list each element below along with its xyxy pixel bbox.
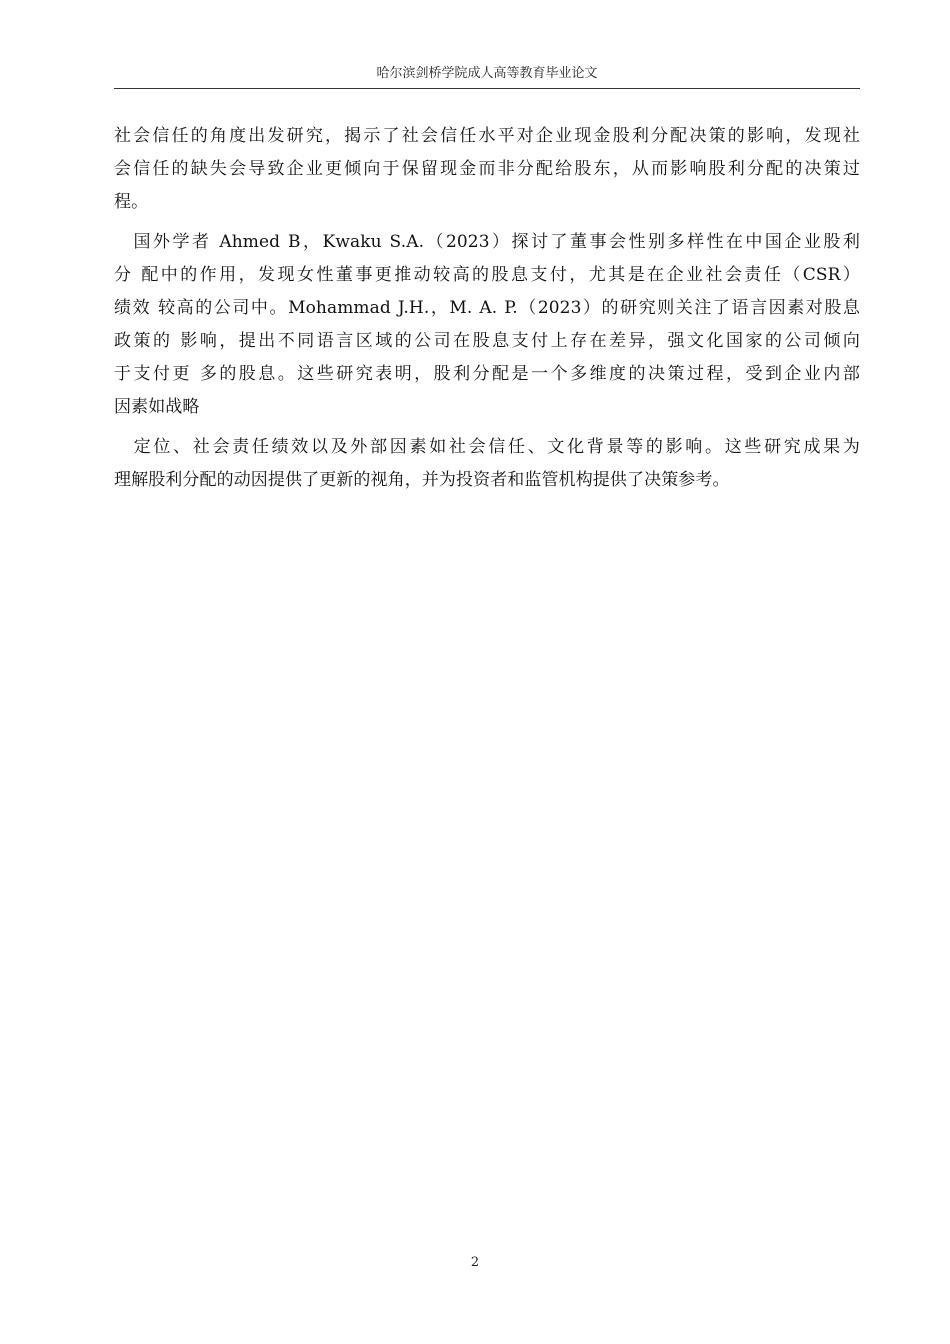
paragraph-line: 于支付更 多的股息。这些研究表明，股利分配是一个多维度的决策过程，受到企业内部 (114, 364, 860, 384)
paragraph-line: 会信任的缺失会导致企业更倾向于保留现金而非分配给股东，从而影响股利分配的决策过 (114, 159, 860, 179)
page-number: 2 (470, 1255, 480, 1270)
paragraph-3 (114, 431, 860, 497)
paragraph-line: 分 配中的作用，发现女性董事更推动较高的股息支付，尤其是在企业社会责任（CSR） (114, 265, 860, 285)
page-header (114, 64, 860, 89)
paragraph-line: 国外学者 Ahmed B，Kwaku S.A.（2023）探讨了董事会性别多样性在中国企业股利 (114, 232, 860, 252)
paragraph-2 (114, 226, 860, 424)
paragraph-line: 社会信任的角度出发研究，揭示了社会信任水平对企业现金股利分配决策的影响，发现社 (114, 126, 860, 146)
paragraph-line: 定位、社会责任绩效以及外部因素如社会信任、文化背景等的影响。这些研究成果为 (114, 437, 860, 457)
paragraph-line: 因素如战略 (114, 397, 200, 417)
paragraph-line: 绩效 较高的公司中。Mohammad J.H.，M. A. P.（2023）的研究则关注了语言因素对股息 (114, 298, 860, 318)
paragraph-line: 程。 (114, 192, 149, 212)
header-title: 哈尔滨剑桥学院成人高等教育毕业论文 (376, 66, 598, 81)
paragraph-line: 理解股利分配的动因提供了更新的视角，并为投资者和监管机构提供了决策参考。 (114, 470, 730, 490)
body-text (114, 120, 860, 504)
paragraph-line: 政策的 影响，提出不同语言区域的公司在股息支付上存在差异，强文化国家的公司倾向 (114, 331, 860, 351)
paragraph-1 (114, 120, 860, 219)
